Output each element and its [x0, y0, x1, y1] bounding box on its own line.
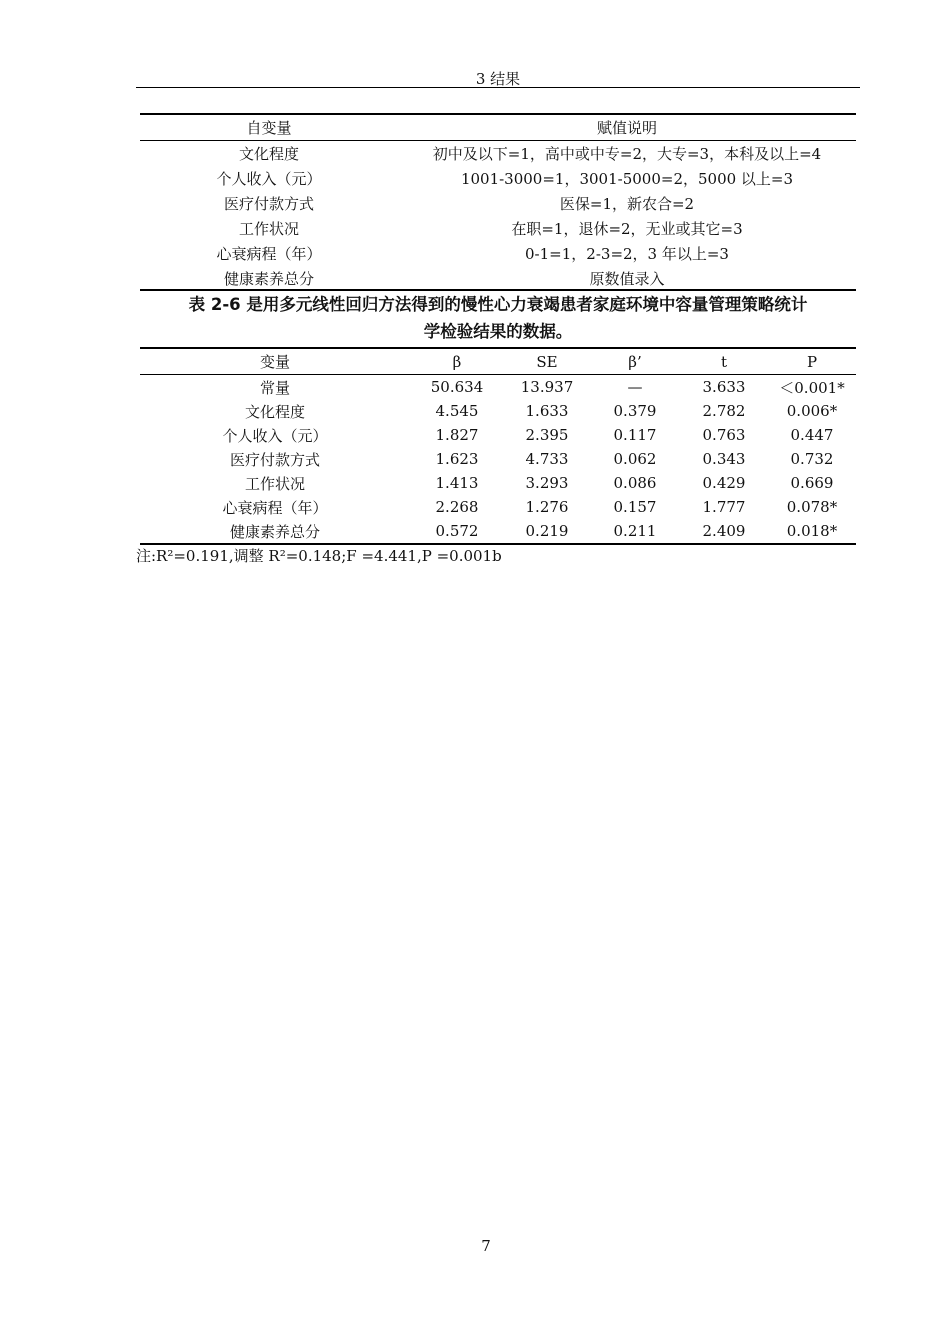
- header-variable: 变量: [140, 348, 410, 375]
- header-se: SE: [504, 348, 590, 375]
- cell-variable: 健康素养总分: [229, 522, 320, 541]
- cell-t: 0.763: [702, 426, 746, 444]
- table-caption: [136, 291, 860, 345]
- regression-table: [140, 347, 856, 545]
- table-row: [140, 241, 856, 266]
- cell-assignment: 医保=1，新农合=2: [559, 195, 695, 213]
- cell-std-beta: 0.117: [613, 426, 657, 444]
- cell-variable: 工作状况: [244, 474, 305, 493]
- cell-se: 13.937: [520, 378, 574, 396]
- cell-assignment: 1001-3000=1，3001-5000=2，5000 以上=3: [460, 170, 794, 188]
- cell-beta: 50.634: [430, 378, 484, 396]
- cell-p: 0.669: [790, 474, 834, 492]
- cell-se: 1.276: [525, 498, 569, 516]
- cell-variable: 医疗付款方式: [229, 450, 320, 469]
- table-row: [140, 399, 856, 423]
- table-row: [140, 447, 856, 471]
- table-row: [140, 141, 856, 167]
- caption-line: 表 2-6 是用多元线性回归方法得到的慢性心力衰竭患者家庭环境中容量管理策略统计: [188, 295, 808, 314]
- cell-variable: 工作状况: [238, 220, 299, 238]
- header-t: t: [680, 348, 768, 375]
- cell-variable: 个人收入（元）: [222, 426, 328, 445]
- cell-variable: 健康素养总分: [223, 270, 314, 288]
- table-row: [140, 266, 856, 291]
- cell-std-beta: 0.379: [613, 402, 657, 420]
- cell-beta: 0.572: [435, 522, 479, 540]
- table-row: [140, 375, 856, 400]
- cell-se: 4.733: [525, 450, 569, 468]
- table-row: [140, 216, 856, 241]
- cell-t: 0.343: [702, 450, 746, 468]
- cell-beta: 1.623: [435, 450, 479, 468]
- coding-table: [140, 113, 856, 291]
- cell-p: 0.006*: [786, 402, 838, 420]
- cell-t: 2.782: [702, 402, 746, 420]
- cell-variable: 心衰病程（年）: [216, 245, 322, 263]
- table-note: 注:R²=0.191,调整 R²=0.148;F =4.441,P =0.001b: [136, 547, 502, 565]
- cell-beta: 4.545: [435, 402, 479, 420]
- running-header: 3 结果: [475, 70, 521, 88]
- cell-p: 0.447: [790, 426, 834, 444]
- cell-assignment: 初中及以下=1，高中或中专=2，大专=3，本科及以上=4: [432, 145, 822, 163]
- cell-se: 1.633: [525, 402, 569, 420]
- header-p: P: [768, 348, 856, 375]
- cell-p: 0.732: [790, 450, 834, 468]
- cell-beta: 2.268: [435, 498, 479, 516]
- cell-variable: 医疗付款方式: [223, 195, 314, 213]
- table-row: [140, 495, 856, 519]
- header-variable: 自变量: [140, 114, 398, 141]
- cell-p: ＜0.001*: [779, 378, 845, 397]
- cell-variable: 文化程度: [238, 145, 299, 163]
- table-row: [140, 191, 856, 216]
- cell-p: 0.078*: [786, 498, 838, 516]
- cell-t: 0.429: [702, 474, 746, 492]
- cell-std-beta: 0.157: [613, 498, 657, 516]
- cell-beta: 1.413: [435, 474, 479, 492]
- table-header-row: [140, 348, 856, 375]
- cell-std-beta: 0.086: [613, 474, 657, 492]
- cell-variable: 常量: [259, 378, 290, 397]
- cell-t: 2.409: [702, 522, 746, 540]
- table-header-row: [140, 114, 856, 141]
- cell-variable: 心衰病程（年）: [222, 498, 328, 517]
- cell-assignment: 0-1=1，2-3=2，3 年以上=3: [525, 245, 729, 263]
- cell-se: 2.395: [525, 426, 569, 444]
- cell-variable: 文化程度: [244, 402, 305, 421]
- table-row: [140, 471, 856, 495]
- table-row: [140, 519, 856, 544]
- cell-p: 0.018*: [786, 522, 838, 540]
- cell-t: 1.777: [702, 498, 746, 516]
- header-assignment: 赋值说明: [398, 114, 856, 141]
- cell-beta: 1.827: [435, 426, 479, 444]
- cell-std-beta: 0.062: [613, 450, 657, 468]
- header-rule: [136, 87, 860, 88]
- cell-assignment: 原数值录入: [589, 270, 665, 288]
- caption-line: 学检验结果的数据。: [423, 322, 573, 341]
- table-row: [140, 423, 856, 447]
- table-row: [140, 166, 856, 191]
- cell-t: 3.633: [702, 378, 746, 396]
- cell-std-beta: 0.211: [613, 522, 657, 540]
- cell-assignment: 在职=1，退休=2，无业或其它=3: [511, 220, 743, 238]
- cell-std-beta: —: [627, 378, 643, 396]
- cell-variable: 个人收入（元）: [216, 170, 322, 188]
- cell-se: 0.219: [525, 522, 569, 540]
- header-beta: β: [410, 348, 504, 375]
- page-number: 7: [481, 1237, 491, 1255]
- cell-se: 3.293: [525, 474, 569, 492]
- header-std-beta: β’: [590, 348, 680, 375]
